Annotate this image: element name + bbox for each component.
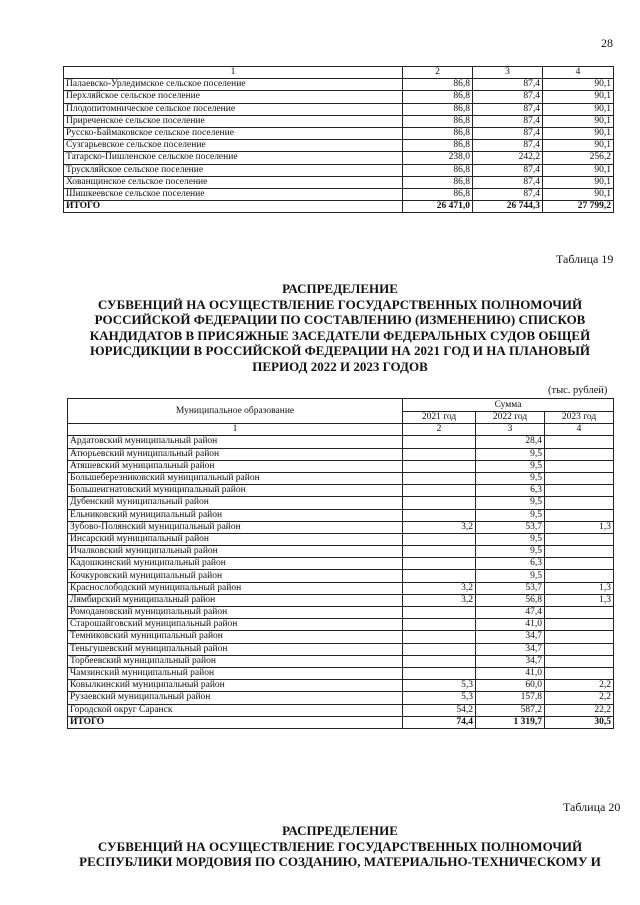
cell-value [403,436,476,448]
cell-name: Большеигнатовский муниципальный район [68,485,403,497]
cell-value: 5,3 [403,680,476,692]
cell-value: 74,4 [403,716,476,728]
column-index: 4 [543,67,614,79]
cell-value: 87,4 [473,115,543,127]
cell-value: 26 744,3 [473,201,543,213]
cell-name: Шишкеевское сельское поселение [64,188,403,200]
cell-value [403,497,476,509]
heading-line: СУБВЕНЦИЙ НА ОСУЩЕСТВЛЕНИЕ ГОСУДАРСТВЕННЫХ ПОЛНОМОЧИЙ [97,296,583,312]
cell-value: 6,3 [476,485,545,497]
table-19-heading [60,281,620,375]
table-row [68,692,614,704]
col-year-2022: 2022 год [476,412,545,424]
cell-value: 9,5 [476,570,545,582]
table-row [68,631,614,643]
column-index: 1 [64,67,403,79]
cell-value: 87,4 [473,176,543,188]
table-row [64,188,614,200]
cell-value: 54,2 [403,704,476,716]
cell-value: 86,8 [403,127,473,139]
table-row [68,533,614,545]
cell-value [403,570,476,582]
cell-value: 87,4 [473,103,543,115]
cell-value: 53,7 [476,521,545,533]
cell-name: Зубово-Полянский муниципальный район [68,521,403,533]
cell-value: 34,7 [476,631,545,643]
cell-value: 87,4 [473,79,543,91]
cell-value: 56,8 [476,594,545,606]
total-row [68,716,614,728]
cell-name: Кочкуровский муниципальный район [68,570,403,582]
cell-value [545,497,614,509]
cell-value [545,485,614,497]
cell-value [545,619,614,631]
cell-value [545,631,614,643]
cell-value: 9,5 [476,460,545,472]
table-row [64,164,614,176]
table-row [68,509,614,521]
col-sum-header: Сумма [403,399,614,412]
table-row [68,558,614,570]
cell-value: 6,3 [476,558,545,570]
cell-value: 47,4 [476,607,545,619]
cell-name: Атяшевский муниципальный район [68,460,403,472]
table-row [64,176,614,188]
cell-value [403,607,476,619]
heading-line: РАСПРЕДЕЛЕНИЕ [282,281,398,296]
cell-value [403,472,476,484]
table-row [68,472,614,484]
table-row [64,140,614,152]
cell-name: Городской округ Саранск [68,704,403,716]
cell-name: Хованщинское сельское поселение [64,176,403,188]
cell-name: ИТОГО [64,201,403,213]
table-row [68,667,614,679]
heading-line: РЕСПУБЛИКИ МОРДОВИЯ ПО СОЗДАНИЮ, МАТЕРИАЛЬНО-ТЕХНИЧЕСКОМУ И [79,854,601,870]
cell-name: Атюрьевский муниципальный район [68,448,403,460]
table-19-label: Таблица 19 [556,252,614,266]
table-row [68,436,614,448]
cell-value: 90,1 [543,176,614,188]
cell-value: 41,0 [476,667,545,679]
cell-name: Большеберезниковский муниципальный район [68,472,403,484]
cell-value: 86,8 [403,176,473,188]
cell-value: 3,2 [403,582,476,594]
table-row [68,546,614,558]
cell-value [545,448,614,460]
cell-value [403,460,476,472]
cell-value: 26 471,0 [403,201,473,213]
cell-value: 1,3 [545,521,614,533]
cell-value: 34,7 [476,655,545,667]
cell-value: 2,2 [545,680,614,692]
column-index: 1 [68,424,403,436]
cell-name: Инсарский муниципальный район [68,533,403,545]
cell-value: 28,4 [476,436,545,448]
cell-value: 9,5 [476,533,545,545]
column-index-row [64,67,614,79]
cell-value: 27 799,2 [543,201,614,213]
cell-value: 9,5 [476,448,545,460]
subvention-table-body [68,424,614,729]
cell-value [403,546,476,558]
cell-value [545,667,614,679]
cell-value [403,448,476,460]
column-index: 4 [545,424,614,436]
cell-value: 2,2 [545,692,614,704]
cell-value: 86,8 [403,188,473,200]
cell-value [545,558,614,570]
cell-value: 9,5 [476,472,545,484]
cell-value: 86,8 [403,103,473,115]
cell-value [545,607,614,619]
cell-value: 9,5 [476,497,545,509]
heading-line: РАСПРЕДЕЛЕНИЕ [282,823,398,838]
cell-value: 157,8 [476,692,545,704]
column-index: 2 [403,424,476,436]
cell-value: 87,4 [473,127,543,139]
cell-value [545,472,614,484]
cell-name: Палаевско-Урледимское сельское поселение [64,79,403,91]
col-year-2023: 2023 год [545,412,614,424]
cell-value [403,509,476,521]
cell-value: 90,1 [543,140,614,152]
cell-name: Русско-Баймаковское сельское поселение [64,127,403,139]
heading-line: СУБВЕНЦИЙ НА ОСУЩЕСТВЛЕНИЕ ГОСУДАРСТВЕННЫХ ПОЛНОМОЧИЙ [97,838,583,854]
cell-value: 90,1 [543,164,614,176]
cell-value: 86,8 [403,115,473,127]
cell-name: ИТОГО [68,716,403,728]
cell-value: 90,1 [543,115,614,127]
cell-value: 90,1 [543,188,614,200]
cell-value: 41,0 [476,619,545,631]
cell-value [545,460,614,472]
cell-name: Чамзинский муниципальный район [68,667,403,679]
cell-value [403,533,476,545]
settlements-table [63,66,614,213]
cell-value: 87,4 [473,164,543,176]
heading-line: ПЕРИОД 2022 И 2023 ГОДОВ [252,358,428,374]
cell-value [545,509,614,521]
column-index-row [68,424,614,436]
cell-value: 3,2 [403,594,476,606]
table-row [64,127,614,139]
cell-name: Трускляйское сельское поселение [64,164,403,176]
table-row [68,570,614,582]
table-row [68,594,614,606]
table-row [68,521,614,533]
cell-value: 30,5 [545,716,614,728]
cell-name: Дубенский муниципальный район [68,497,403,509]
cell-value: 238,0 [403,152,473,164]
cell-value [545,533,614,545]
cell-name: Ичалковский муниципальный район [68,546,403,558]
table-row [68,460,614,472]
table-row [68,582,614,594]
cell-value: 5,3 [403,692,476,704]
cell-value: 60,0 [476,680,545,692]
column-index: 3 [476,424,545,436]
cell-name: Ромодановский муниципальный район [68,607,403,619]
cell-value [403,619,476,631]
table-row [68,704,614,716]
page-number: 28 [601,36,613,50]
cell-name: Ельниковский муниципальный район [68,509,403,521]
cell-value: 86,8 [403,164,473,176]
table-row [64,115,614,127]
cell-value: 256,2 [543,152,614,164]
cell-name: Перхляйское сельское поселение [64,91,403,103]
cell-value [403,485,476,497]
col-municipality-header: Муниципальное образование [68,399,403,424]
total-row [64,201,614,213]
cell-name: Приреченское сельское поселение [64,115,403,127]
table-row [68,607,614,619]
cell-name: Плодопитомническое сельское поселение [64,103,403,115]
cell-value [545,436,614,448]
cell-name: Торбеевский муниципальный район [68,655,403,667]
cell-value: 242,2 [473,152,543,164]
cell-value [545,655,614,667]
cell-value: 3,2 [403,521,476,533]
cell-name: Ардатовский муниципальный район [68,436,403,448]
cell-value: 1 319,7 [476,716,545,728]
cell-value [545,643,614,655]
table-row [68,643,614,655]
cell-value [403,643,476,655]
cell-value: 22,2 [545,704,614,716]
table-row [64,91,614,103]
cell-value: 34,7 [476,643,545,655]
cell-value: 9,5 [476,546,545,558]
cell-value: 587,2 [476,704,545,716]
units-label: (тыс. рублей) [548,385,608,396]
cell-value: 87,4 [473,140,543,152]
cell-value: 90,1 [543,103,614,115]
cell-value [545,570,614,582]
cell-value: 87,4 [473,188,543,200]
cell-value: 1,3 [545,582,614,594]
cell-value: 90,1 [543,127,614,139]
cell-name: Темниковский муниципальный район [68,631,403,643]
cell-name: Теньгушевский муниципальный район [68,643,403,655]
column-index: 3 [473,67,543,79]
table-row [68,448,614,460]
table-20-heading [40,823,640,870]
table-row [64,79,614,91]
heading-line: РОССИЙСКОЙ ФЕДЕРАЦИИ ПО СОСТАВЛЕНИЮ (ИЗМЕНЕНИЮ) СПИСКОВ [94,312,586,328]
subvention-table [67,398,614,729]
cell-value [403,631,476,643]
table-row [68,655,614,667]
cell-value: 86,8 [403,91,473,103]
table-row [68,680,614,692]
table-row [68,497,614,509]
col-year-2021: 2021 год [403,412,476,424]
cell-value: 90,1 [543,91,614,103]
cell-name: Краснослободский муниципальный район [68,582,403,594]
cell-name: Кадошкинский муниципальный район [68,558,403,570]
cell-value: 1,3 [545,594,614,606]
table-row [68,485,614,497]
cell-value [403,558,476,570]
cell-value: 9,5 [476,509,545,521]
cell-value [403,667,476,679]
heading-line: КАНДИДАТОВ В ПРИСЯЖНЫЕ ЗАСЕДАТЕЛИ ФЕДЕРАЛЬНЫХ СУДОВ ОБЩЕЙ [89,327,591,343]
table-row [68,619,614,631]
table-20-label: Таблица 20 [563,800,621,814]
table-row [64,103,614,115]
table-row [64,152,614,164]
subvention-table-header [68,399,614,424]
cell-value [403,655,476,667]
cell-value: 87,4 [473,91,543,103]
column-index: 2 [403,67,473,79]
cell-name: Старошайговский муниципальный район [68,619,403,631]
cell-value: 90,1 [543,79,614,91]
cell-value [545,546,614,558]
cell-value: 86,8 [403,79,473,91]
settlements-table-body [64,67,614,213]
cell-value: 86,8 [403,140,473,152]
cell-name: Татарско-Пишленское сельское поселение [64,152,403,164]
cell-name: Лямбирский муниципальный район [68,594,403,606]
cell-value: 53,7 [476,582,545,594]
heading-line: ЮРИСДИКЦИИ В РОССИЙСКОЙ ФЕДЕРАЦИИ НА 2021 ГОД И НА ПЛАНОВЫЙ [90,343,590,359]
cell-name: Сузгарьевское сельское поселение [64,140,403,152]
cell-name: Рузаевский муниципальный район [68,692,403,704]
cell-name: Ковылкинский муниципальный район [68,680,403,692]
